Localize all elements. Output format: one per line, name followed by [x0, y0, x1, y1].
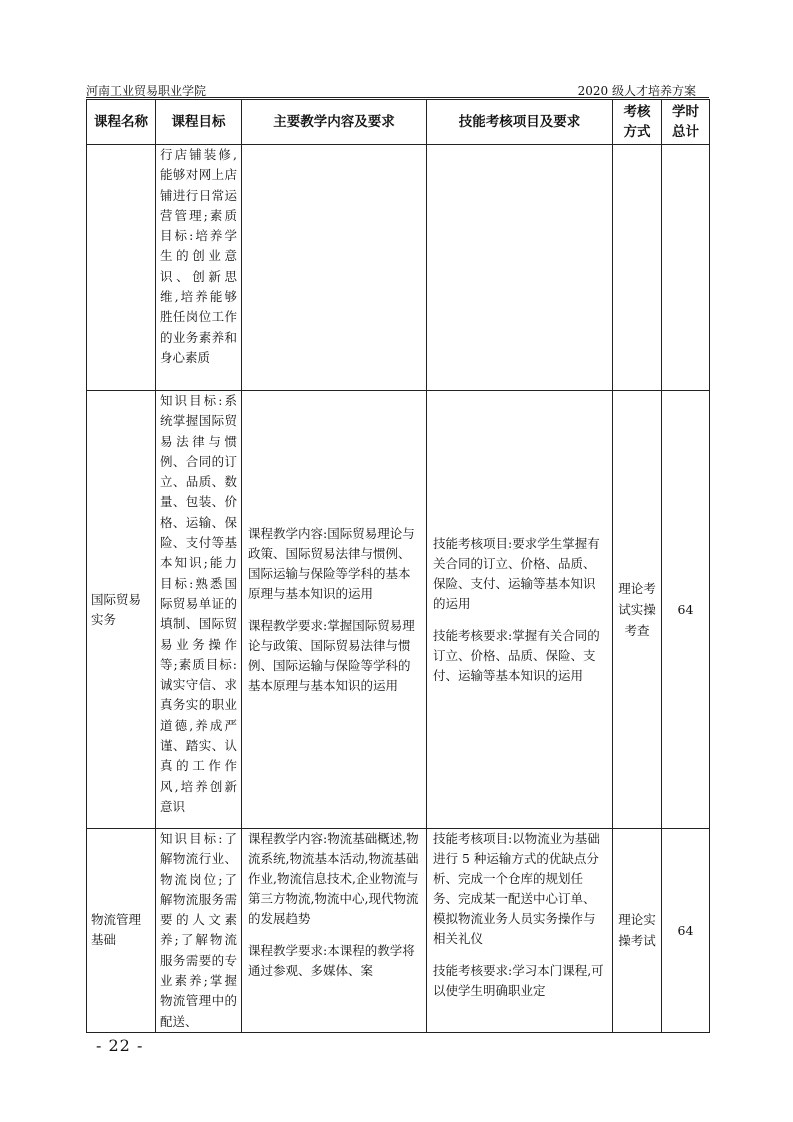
exam-method: 理论考试实操考查	[613, 391, 662, 829]
exam-method: 理论实操考试	[613, 829, 662, 1033]
teaching-content: 课程教学内容:物流基础概述,物流系统,物流基本活动,物流基础作业,物流信息技术,企业物流与第三方物流,物流中心,现代物流的发展趋势 课程教学要求:本课程的教学将通过参观、多媒体、案	[242, 829, 427, 1033]
teaching-content: 课程教学内容:国际贸易理论与政策、国际贸易法律与惯例、国际运输与保险等学科的基本原理与基本知识的运用 课程教学要求:掌握国际贸易理论与政策、国际贸易法律与惯例、国际运输与保险等学科的基本原理与基本知识的运用	[242, 391, 427, 829]
skill-assessment: 技能考核项目:要求学生掌握有关合同的订立、价格、品质、保险、支付、运输等基本知识的运用 技能考核要求:掌握有关合同的订立、价格、品质、保险、支付、运输等基本知识的运用	[427, 391, 613, 829]
course-table	[86, 99, 710, 1033]
col-header-content: 主要教学内容及要求	[242, 100, 427, 145]
total-hours: 64	[662, 391, 710, 829]
course-goal: 行店铺装修,能够对网上店铺进行日常运营管理;素质目标:培养学生的创业意识、创新思维,培养能够胜任岗位工作的业务素养和身心素质	[156, 145, 242, 391]
table-row	[87, 145, 710, 391]
col-header-name: 课程名称	[87, 100, 156, 145]
header-plan-title: 2020 级人才培养方案	[577, 84, 696, 98]
total-hours: 64	[662, 829, 710, 1033]
col-header-hours: 学时 总计	[662, 100, 710, 145]
col-header-skill: 技能考核项目及要求	[427, 100, 613, 145]
table-row	[87, 391, 710, 829]
header-rule	[86, 97, 709, 98]
col-header-goal: 课程目标	[156, 100, 242, 145]
total-hours	[662, 145, 710, 391]
col-header-exam: 考核 方式	[613, 100, 662, 145]
course-name: 国际贸易实务	[87, 391, 156, 829]
course-goal: 知识目标:了解物流行业、物流岗位;了解物流服务需要的人文素养;了解物流服务需要的专业素养;掌握物流管理中的配送、	[156, 829, 242, 1033]
exam-method	[613, 145, 662, 391]
header-school-name: 河南工业贸易职业学院	[86, 84, 207, 98]
teaching-content	[242, 145, 427, 391]
table-header-row	[87, 100, 710, 145]
skill-assessment	[427, 145, 613, 391]
course-name	[87, 145, 156, 391]
course-goal: 知识目标:系统掌握国际贸易法律与惯例、合同的订立、品质、数量、包装、价格、运输、保险、支付等基本知识;能力目标:熟悉国际贸易单证的填制、国际贸易业务操作等;素质目标:诚实守信、求真务实的职业道德,养成严谨、踏实、认真的工作作风,培养创新意识	[156, 391, 242, 829]
page-number: - 22 -	[96, 1036, 144, 1055]
course-name: 物流管理基础	[87, 829, 156, 1033]
skill-assessment: 技能考核项目:以物流业为基础进行 5 种运输方式的优缺点分析、完成一个仓库的规划任务、完成某一配送中心订单、模拟物流业务人员实务操作与相关礼仪 技能考核要求:学习本门课程,可以使学生明确职业定	[427, 829, 613, 1033]
table-row	[87, 829, 710, 1033]
